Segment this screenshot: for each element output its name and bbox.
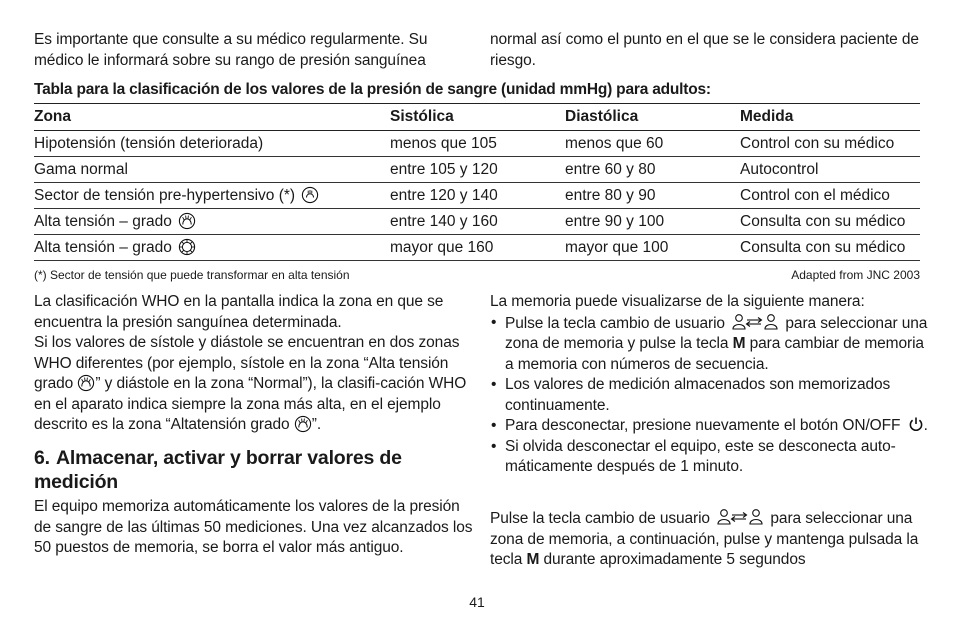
- section-number: 6.: [34, 447, 50, 469]
- table-row: [34, 183, 920, 209]
- cell-medida: Consulta con su médico: [740, 235, 920, 261]
- list-item: • Si olvida desconectar el equipo, este se desconecta auto-máticamente después de 1 minuto.: [490, 437, 930, 478]
- cell-medida: Control con su médico: [740, 131, 920, 157]
- column-header-zona: Zona: [34, 104, 390, 131]
- cell-medida: Consulta con su médico: [740, 209, 920, 235]
- column-header-medida: Medida: [740, 104, 920, 131]
- cell-diastolica: entre 60 y 80: [565, 157, 740, 183]
- who-paragraph-1: La clasificación WHO en la pantalla indica la zona en que se encuentra la presión sanguínea determinada.: [34, 293, 444, 331]
- table-header-row: [34, 104, 920, 131]
- cell-zona: [34, 235, 390, 261]
- cell-diastolica: mayor que 100: [565, 235, 740, 261]
- table-row: [34, 209, 920, 235]
- who-level-1-icon: [301, 186, 319, 204]
- bullet-1-text-b: para seleccionar una zona de memoria y pulse la tecla: [505, 314, 928, 352]
- cell-zona: Hipotensión (tensión deteriorada): [34, 131, 390, 157]
- section-heading: [34, 446, 474, 494]
- intro-text-left: Es importante que consulte a su médico regularmente. Su médico le informará sobre su rango de presión sanguínea: [34, 31, 428, 69]
- column-header-diastolica: Diastólica: [565, 104, 740, 131]
- bullet-1-text-c: para cambiar de memoria a memoria con números de secuencia.: [505, 335, 924, 373]
- memory-key-label: M: [526, 551, 540, 568]
- table-source: Adapted from JNC 2003: [791, 268, 920, 282]
- delete-text-a: Pulse la tecla cambio de usuario: [490, 510, 710, 527]
- cell-zona: Gama normal: [34, 157, 390, 183]
- cell-zona: [34, 209, 390, 235]
- who-paragraph-2-part-a: Si los valores de sístole y diástole se encuentran en dos zonas WHO diferentes (por ejemplo, sístole en la zona “Alta tensión grado: [34, 334, 460, 392]
- cell-sistolica: menos que 105: [390, 131, 565, 157]
- who-paragraph-2-part-c: ”.: [311, 416, 322, 433]
- cell-diastolica: entre 80 y 90: [565, 183, 740, 209]
- intro-text-right: normal así como el punto en el que se le considera paciente de riesgo.: [490, 31, 919, 69]
- table-heading: Tabla para la clasificación de los valores de la presión de sangre (unidad mmHg) para adultos:: [34, 81, 711, 98]
- section-body: El equipo memoriza automáticamente los valores de la presión de sangre de las últimas 50 mediciones. Una vez alcanzados los 50 puestos de memoria, se borra el valor más antiguo.: [34, 498, 473, 556]
- bullet-3-text: Para desconectar, presione nuevamente el botón ON/OFF: [505, 417, 901, 434]
- list-item: [490, 416, 930, 437]
- power-icon: [908, 416, 924, 432]
- blood-pressure-table: [34, 103, 920, 261]
- table-row: [34, 157, 920, 183]
- cell-sistolica: mayor que 160: [390, 235, 565, 261]
- user-switch-icon: [716, 508, 764, 526]
- who-paragraph-2-part-b: ” y diástole en la zona “Normal”), la clasifi-cación WHO en el aparato indica siempre la zona más alta, en el ejemplo descrito es la zona “Altatensión grado: [34, 375, 467, 433]
- memory-bullet-list: [490, 313, 930, 478]
- cell-diastolica: menos que 60: [565, 131, 740, 157]
- who-level-2-icon: [178, 212, 196, 230]
- who-level-3-icon: [178, 238, 196, 256]
- memory-key-label: M: [732, 335, 746, 352]
- page-number: 41: [469, 594, 485, 610]
- cell-sistolica: entre 140 y 160: [390, 209, 565, 235]
- table-row: [34, 131, 920, 157]
- cell-zona-text: Sector de tensión pre-hypertensivo (*): [34, 187, 296, 204]
- column-header-sistolica: Sistólica: [390, 104, 565, 131]
- cell-medida: Control con el médico: [740, 183, 920, 209]
- cell-zona-text: Alta tensión – grado: [34, 213, 172, 230]
- memory-intro: La memoria puede visualizarse de la siguiente manera:: [490, 293, 865, 310]
- table-footnote: (*) Sector de tensión que puede transformar en alta tensión: [34, 268, 350, 282]
- who-level-2-icon: [294, 415, 312, 433]
- cell-zona-text: Alta tensión – grado: [34, 239, 172, 256]
- who-level-2-icon: [77, 374, 95, 392]
- who-paragraph-2: [34, 333, 474, 436]
- delete-text-c: durante aproximadamente 5 segundos: [543, 551, 806, 568]
- cell-zona: [34, 183, 390, 209]
- user-switch-icon: [731, 313, 779, 331]
- delete-text-b: para seleccionar una zona de memoria, a continuación, pulse y mantenga pulsada la tecla: [490, 510, 919, 568]
- who-classification-text: [34, 292, 474, 436]
- list-item: • Los valores de medición almacenados son memorizados continuamente.: [490, 375, 930, 416]
- memory-instructions: [490, 292, 930, 478]
- bullet-3-end: .: [923, 417, 928, 434]
- section-title: Almacenar, activar y borrar valores de medición: [34, 447, 402, 493]
- bullet-1-text-a: Pulse la tecla cambio de usuario: [505, 314, 725, 332]
- cell-medida: Autocontrol: [740, 157, 920, 183]
- cell-sistolica: entre 120 y 140: [390, 183, 565, 209]
- table-row: [34, 235, 920, 261]
- list-item: [490, 313, 930, 376]
- memory-delete-paragraph: [490, 508, 930, 571]
- cell-diastolica: entre 90 y 100: [565, 209, 740, 235]
- cell-sistolica: entre 105 y 120: [390, 157, 565, 183]
